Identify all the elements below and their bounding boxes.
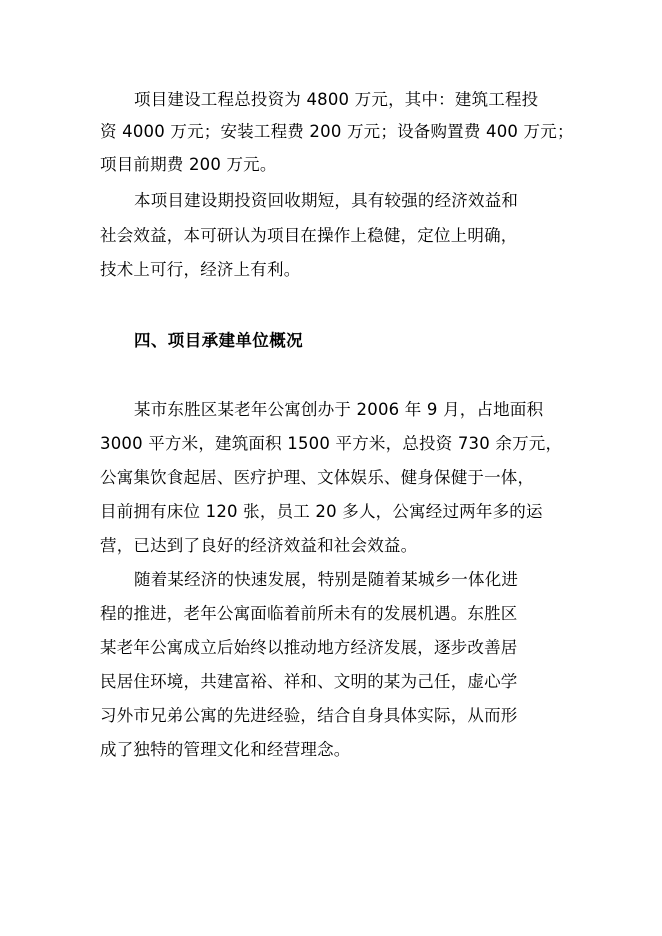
section-paragraph-1-line-3: 公寓集饮食起居、医疗护理、文体娱乐、健身保健于一体， [100,468,535,487]
section-paragraph-2-line-6: 成了独特的管理文化和经营理念。 [100,740,351,759]
paragraph-2-line-1: 本项目建设期投资回收期短，具有较强的经济效益和 [134,191,519,210]
section-paragraph-1-line-1: 某市东胜区某老年公寓创办于 2006 年 9 月，占地面积 [134,400,544,419]
section-heading: 四、项目承建单位概况 [134,331,303,350]
section-paragraph-1-line-5: 营，已达到了良好的经济效益和社会效益。 [100,536,418,555]
section-paragraph-1-line-2: 3000 平方米，建筑面积 1500 平方米，总投资 730 余万元， [100,434,563,453]
section-paragraph-2-line-2: 程的推进，老年公寓面临着前所未有的发展机遇。东胜区 [100,604,518,623]
section-paragraph-2-line-5: 习外市兄弟公寓的先进经验，结合自身具体实际，从而形 [100,706,518,725]
paragraph-2-line-3: 技术上可行，经济上有利。 [100,260,301,279]
section-paragraph-2-line-3: 某老年公寓成立后始终以推动地方经济发展，逐步改善居 [100,638,518,657]
section-paragraph-1-line-4: 目前拥有床位 120 张，员工 20 多人，公寓经过两年多的运 [100,502,543,521]
section-paragraph-2-line-4: 民居住环境，共建富裕、祥和、文明的某为己任，虚心学 [100,672,518,691]
paragraph-2-line-2: 社会效益，本可研认为项目在操作上稳健，定位上明确， [100,226,518,245]
paragraph-1-line-3: 项目前期费 200 万元。 [100,155,277,174]
paragraph-1-line-1: 项目建设工程总投资为 4800 万元，其中：建筑工程投 [134,90,539,109]
section-paragraph-2-line-1: 随着某经济的快速发展，特别是随着某城乡一体化进 [134,570,519,589]
paragraph-1-line-2: 资 4000 万元；安装工程费 200 万元；设备购置费 400 万元； [100,122,574,141]
